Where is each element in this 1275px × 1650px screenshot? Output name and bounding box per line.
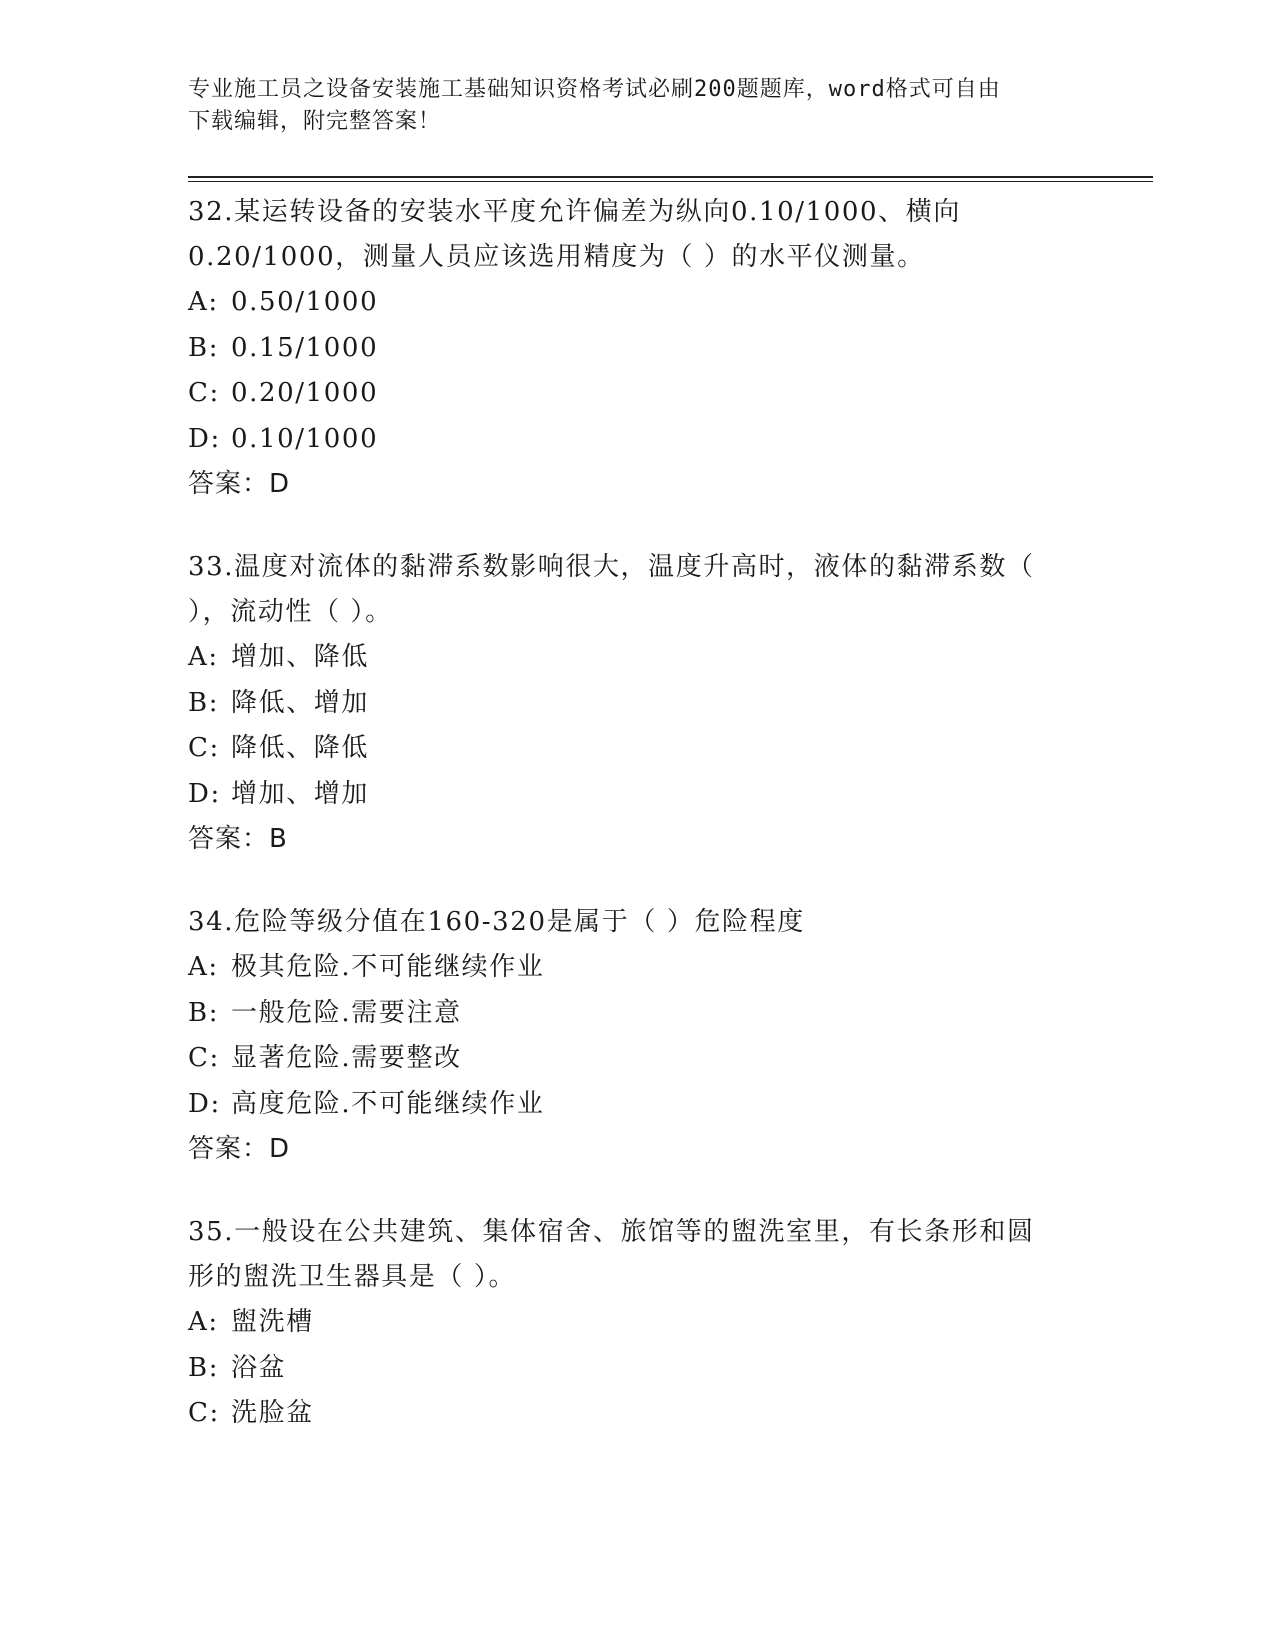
option-text: 增加、增加 [231, 778, 370, 809]
question-34 [188, 900, 1108, 1172]
option-text: 显著危险.需要整改 [231, 1043, 462, 1073]
option-text: 0.10/1000 [231, 423, 379, 454]
option-b [188, 681, 1108, 727]
header-divider [188, 176, 1153, 178]
option-key: B: [188, 1352, 220, 1383]
question-stem [188, 1210, 1108, 1300]
option-a [188, 945, 1108, 991]
option-text: 降低、降低 [231, 733, 370, 763]
option-key: B: [188, 997, 220, 1028]
answer-line: 答案：D [188, 469, 291, 499]
question-stem [188, 190, 1108, 280]
option-key: C: [188, 1398, 220, 1428]
option-key: C: [188, 1043, 220, 1073]
option-text: 极其危险.不可能继续作业 [231, 952, 545, 982]
option-c [188, 1391, 1108, 1437]
question-35 [188, 1210, 1108, 1437]
option-text: 降低、增加 [231, 687, 370, 718]
option-key: C: [188, 733, 220, 763]
option-a [188, 280, 1108, 326]
option-text: 洗脸盆 [231, 1398, 314, 1428]
option-text: 盥洗槽 [231, 1307, 314, 1337]
question-stem [188, 545, 1108, 635]
option-b [188, 991, 1108, 1037]
question-32 [188, 190, 1108, 507]
option-key: B: [188, 687, 220, 718]
header-line-1: 专业施工员之设备安装施工基础知识资格考试必刷200题题库，word格式可自由 [188, 77, 1001, 102]
question-stem-line: 0.20/1000，测量人员应该选用精度为（ ）的水平仪测量。 [188, 242, 925, 272]
option-key: A: [188, 952, 219, 982]
option-text: 0.20/1000 [231, 378, 379, 408]
question-stem-line: 33.温度对流体的黏滞系数影响很大，温度升高时，液体的黏滞系数（ [188, 552, 1035, 582]
option-key: A: [188, 1307, 219, 1337]
option-b [188, 1346, 1108, 1392]
question-33 [188, 545, 1108, 862]
option-text: 0.50/1000 [231, 287, 379, 317]
option-text: 0.15/1000 [231, 332, 379, 363]
question-stem-line: 34.危险等级分值在160-320是属于（ ）危险程度 [188, 907, 805, 937]
option-text: 一般危险.需要注意 [231, 997, 462, 1028]
question-stem-line: 32.某运转设备的安装水平度允许偏差为纵向0.10/1000、横向 [188, 197, 961, 227]
option-c [188, 726, 1108, 772]
question-stem [188, 900, 1108, 945]
option-d [188, 417, 1108, 463]
option-text: 浴盆 [231, 1352, 287, 1383]
answer-line: 答案：B [188, 824, 288, 854]
question-stem-line: 形的盥洗卫生器具是（ ）。 [188, 1262, 517, 1292]
answer-line: 答案：D [188, 1134, 291, 1164]
option-key: D: [188, 1088, 221, 1119]
option-a [188, 635, 1108, 681]
option-d [188, 772, 1108, 818]
option-key: D: [188, 423, 221, 454]
option-key: A: [188, 287, 219, 317]
option-c [188, 1036, 1108, 1082]
option-c [188, 371, 1108, 417]
option-text: 增加、降低 [231, 642, 370, 672]
option-b [188, 326, 1108, 372]
question-stem-line: ），流动性（ ）。 [188, 597, 393, 627]
option-key: C: [188, 378, 220, 408]
header-divider-thin [188, 181, 1153, 182]
document-header [188, 74, 1088, 138]
option-key: B: [188, 332, 220, 363]
option-d [188, 1082, 1108, 1128]
option-key: A: [188, 642, 219, 672]
question-stem-line: 35.一般设在公共建筑、集体宿舍、旅馆等的盥洗室里，有长条形和圆 [188, 1217, 1035, 1247]
question-list [188, 190, 1108, 1475]
option-a [188, 1300, 1108, 1346]
header-line-2: 下载编辑，附完整答案！ [188, 109, 442, 134]
option-text: 高度危险.不可能继续作业 [231, 1088, 545, 1119]
option-key: D: [188, 778, 221, 809]
